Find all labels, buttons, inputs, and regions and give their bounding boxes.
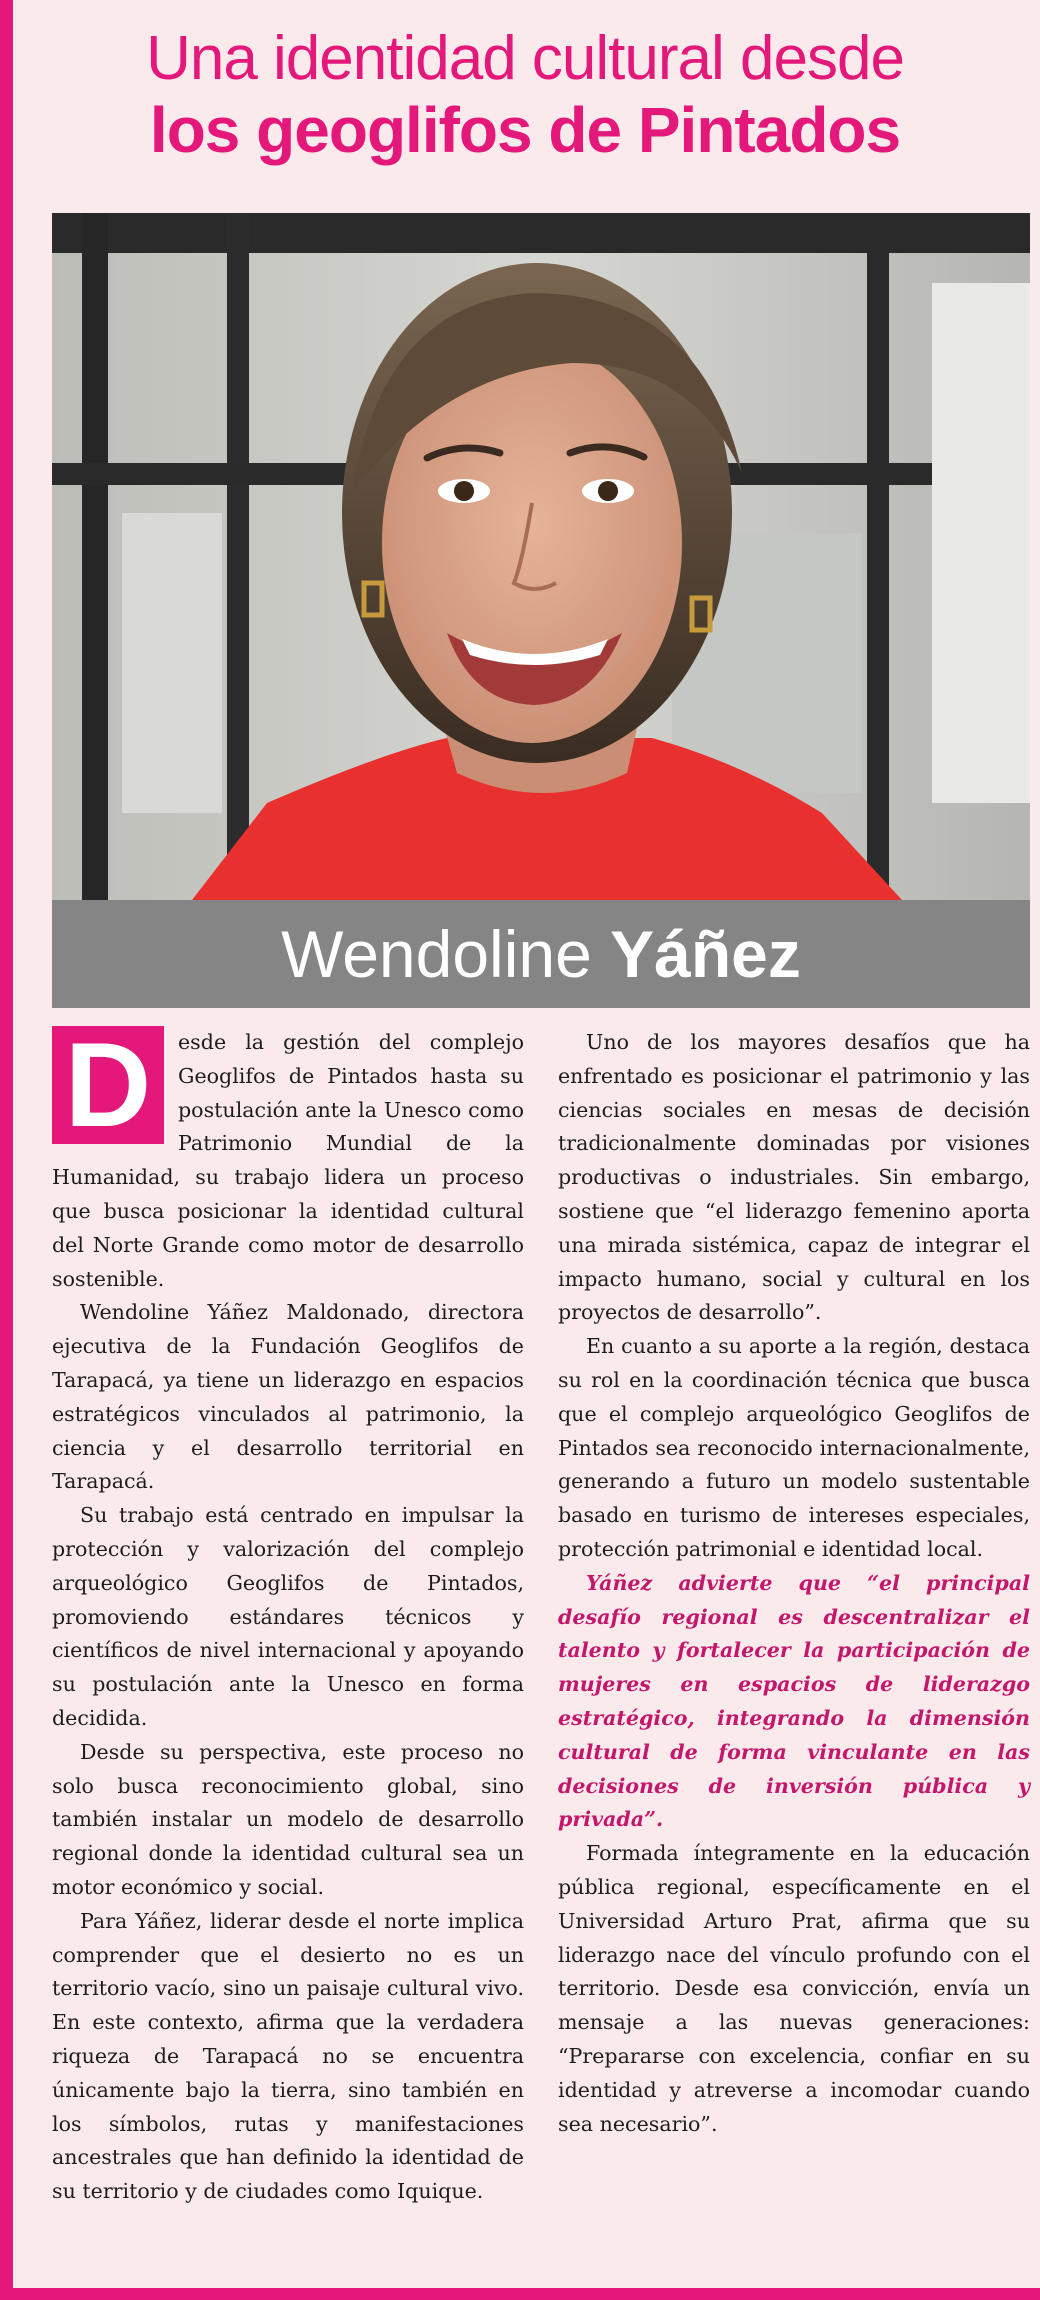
- paragraph-3: Su trabajo está centrado en impulsar la protección y valorización del complejo arqueológico Geoglifos de Pintados, promoviendo estándares técnicos y científicos de nivel internacional y apoyando su postulación ante la Unesco en forma decidida.: [52, 1503, 524, 1730]
- closing-paragraph: Formada íntegramente en la educación pública regional, específicamente en el Universidad Arturo Prat, afirma que su liderazgo nace del vínculo profundo con el territorio. Desde esa convicción, envía un mensaje a las nuevas generaciones: “Prepararse con excelencia, confiar en su identidad y atreverse a incomodar cuando sea necesario”.: [558, 1841, 1030, 2136]
- headline: [20, 24, 1030, 166]
- paragraph-6: Uno de los mayores desafíos que ha enfrentado es posicionar el patrimonio y las ciencias sociales en mesas de decisión tradicionalmente dominadas por visiones productivas o industriales. Sin embargo, sostiene que “el liderazgo femenino aporta una mirada sistémica, capaz de integrar el impacto humano, social y cultural en los proyectos de desarrollo”.: [558, 1030, 1030, 1325]
- paragraph-1-text: esde la gestión del complejo Geoglifos de Pintados hasta su postulación ante la Unesco como Patrimonio Mundial de la Humanidad, su trabajo lidera un proceso que busca posicionar la identidad cultural del Norte Grande como motor de desarrollo sostenible.: [52, 1030, 524, 1291]
- paragraph-1: [52, 1018, 524, 1296]
- headline-line-1: Una identidad cultural desde: [146, 24, 904, 93]
- name-banner: [52, 900, 1030, 1008]
- paragraph-2: Wendoline Yáñez Maldonado, directora ejecutiva de la Fundación Geoglifos de Tarapacá, ya tiene un liderazgo en espacios estratégicos vinculados al patrimonio, la ciencia y el desarrollo territorial en Tarapacá.: [52, 1300, 524, 1494]
- name-last: Yáñez: [610, 917, 801, 991]
- portrait-illustration: [52, 213, 1030, 900]
- paragraph-5: Para Yáñez, liderar desde el norte implica comprender que el desierto no es un territorio vacío, sino un paisaje cultural vivo. En este contexto, afirma que la verdadera riqueza de Tarapacá no se encuentra únicamente bajo la tierra, sino también en los símbolos, rutas y manifestaciones ancestrales que han definido la identidad de su territorio y de ciudades como Iquique.: [52, 1908, 524, 2204]
- portrait-photo: [52, 213, 1030, 900]
- accent-bottom-bar: [0, 2288, 1040, 2300]
- paragraph-4: Desde su perspectiva, este proceso no solo busca reconocimiento global, sino también instalar un modelo de desarrollo regional donde la identidad cultural sea un motor económico y social.: [52, 1739, 524, 1899]
- article-body: [52, 1018, 1030, 2266]
- name-first: Wendoline: [281, 917, 592, 991]
- headline-line-2: los geoglifos de Pintados: [149, 94, 901, 166]
- drop-cap: D: [52, 1026, 164, 1144]
- highlight-quote: Yáñez advierte que “el principal desafío regional es descentralizar el talento y fortalecer la participación de mujeres en espacios de liderazgo estratégico, integrando la dimensión cultural de forma vinculante en las decisiones de inversión pública y privada”.: [558, 1570, 1030, 1832]
- accent-side-bar: [0, 0, 13, 2300]
- paragraph-7: En cuanto a su aporte a la región, destaca su rol en la coordinación técnica que busca que el complejo arqueológico Geoglifos de Pintados sea reconocido internacionalmente, generando a futuro un modelo sustentable basado en turismo de intereses especiales, protección patrimonial e identidad local.: [558, 1334, 1030, 1561]
